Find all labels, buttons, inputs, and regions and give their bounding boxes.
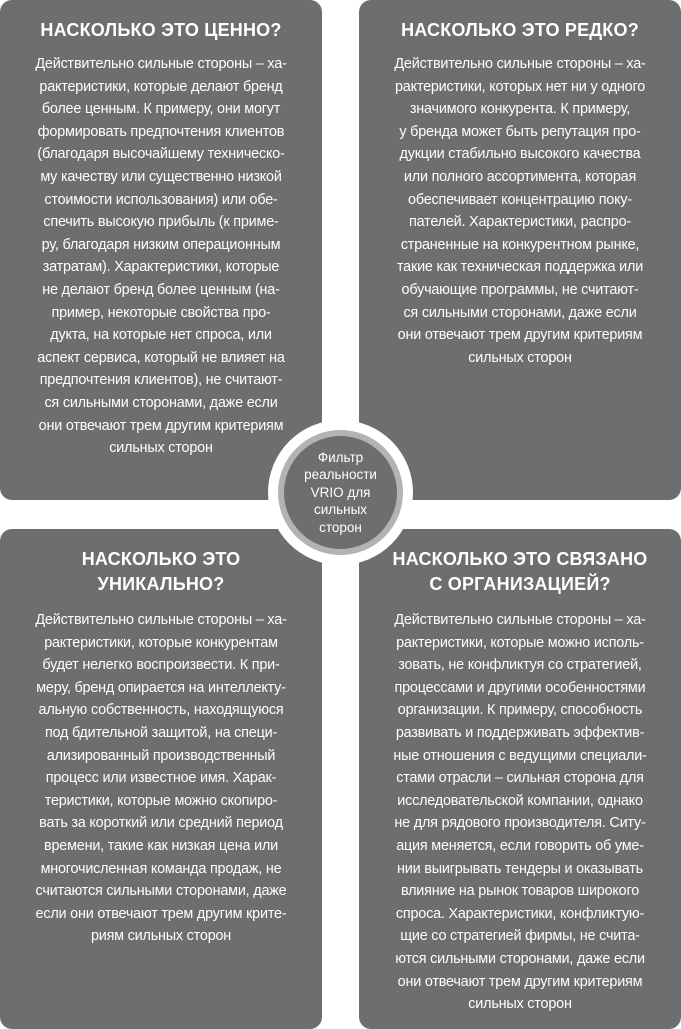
center-circle xyxy=(278,430,403,555)
card-organized xyxy=(359,529,681,1029)
card-body-rare: Действительно сильные стороны – ха- рактеристики, которых нет ни у одного значимого конкурента. К примеру, у бренда может быть репутация про- дукции стабильно высокого качества или полного ассортимента, которая обеспечивает концентрацию поку- пателей. Характеристики, распро- страненные на конкурентном рынке, такие как техническая поддержка или обучающие программы, не считают- ся сильными сторонами, даже если они отвечают трем другим критериям сильных сторон xyxy=(394,56,646,366)
card-title-inimitable: НАСКОЛЬКО ЭТО УНИКАЛЬНО? xyxy=(81,549,241,594)
card-title-valuable: НАСКОЛЬКО ЭТО ЦЕННО? xyxy=(40,20,282,40)
center-label: Фильтр реальности VRIO для сильных сторон xyxy=(304,449,377,535)
card-valuable xyxy=(0,0,322,500)
card-inimitable xyxy=(0,529,322,1029)
card-body-organized: Действительно сильные стороны – ха- рактеристики, которые можно исполь- зовать, не конфликтуя со стратегией, процессами и другими особенностями организации. К примеру, способность развивать и поддерживать эффектив- ные отношения с ведущими специали- стами отрасли – сильная сторона для исследовательской компании, однако не для рядового производителя. Ситу- ация меняется, если говорить об уме- нии выигрывать тендеры и оказывать влияние на рынок товаров широкого спроса. Характеристики, конфликтую- щие со стратегией фирмы, не счита- ются сильными сторонами, даже если они отвечают трем другим критериям сильных сторон xyxy=(393,612,647,1013)
card-body-inimitable: Действительно сильные стороны – ха- рактеристики, которые конкурентам будет нелегко воспроизвести. К при- меру, бренд опирается на интеллекту- альную собственность, находящуюся под бдительной защитой, на специ- ализированный производственный процесс или известное имя. Харак- теристики, которые можно скопиро- вать за короткий или средний период времени, такие как низкая цена или многочисленная команда продаж, не считаются сильными сторонами, даже если они отвечают трем другим крите- риям сильных сторон xyxy=(35,612,287,945)
card-title-organized: НАСКОЛЬКО ЭТО СВЯЗАНО С ОРГАНИЗАЦИЕЙ? xyxy=(392,549,648,594)
card-body-valuable: Действительно сильные стороны – ха- рактеристики, которые делают бренд более ценным. К примеру, они могут формировать предпочтения клиентов (благодаря высочайшему техническо- му качеству или существенно низкой стоимости использования) или обе- спечить высокую прибыль (к приме- ру, благодаря низким операционным затратам). Характеристики, которые не делают бренд более ценным (на- пример, некоторые свойства про- дукта, на которые нет спроса, или аспект сервиса, который не влияет на предпочтения клиентов), не считают- ся сильными сторонами, даже если они отвечают трем другим критериям сильных сторон xyxy=(35,56,287,457)
card-title-rare: НАСКОЛЬКО ЭТО РЕДКО? xyxy=(401,20,639,40)
card-rare xyxy=(359,0,681,500)
